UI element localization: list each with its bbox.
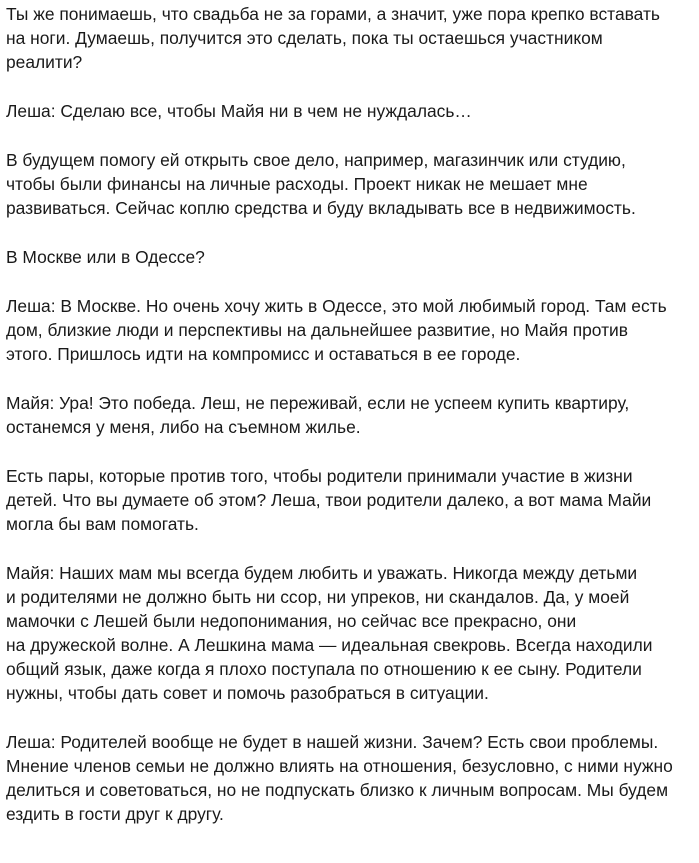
paragraph-gap — [6, 123, 699, 148]
text-line: нужны, чтобы дать совет и помочь разобраться в ситуации. — [6, 683, 489, 703]
text-line: Леша: В Москве. Но очень хочу жить в Одессе, это мой любимый город. Там есть — [6, 296, 667, 316]
text-line: Мнение членов семьи не должно влиять на отношения, безусловно, с ними нужно — [6, 756, 673, 776]
paragraph-gap — [6, 536, 699, 561]
paragraph-gap — [6, 220, 699, 245]
text-line: на дружеской волне. А Лешкина мама — идеальная свекровь. Всегда находили — [6, 635, 653, 655]
text-line: чтобы были финансы на личные расходы. Проект никак не мешает мне — [6, 174, 588, 194]
text-line: Майя: Наших мам мы всегда будем любить и уважать. Никогда между детьми — [6, 563, 638, 583]
text-line: развиваться. Сейчас коплю средства и буду вкладывать все в недвижимость. — [6, 198, 636, 218]
text-line: и родителями не должно быть ни ссор, ни упреков, ни скандалов. Да, у моей — [6, 587, 630, 607]
text-line: общий язык, даже когда я плохо поступала по отношению к ее сыну. Родители — [6, 659, 642, 679]
text-line: дом, близкие люди и перспективы на дальнейшее развитие, но Майя против — [6, 320, 628, 340]
paragraph-answer-maya-2 — [6, 561, 699, 705]
text-line: Леша: Сделаю все, чтобы Майя ни в чем не нуждалась… — [6, 101, 472, 121]
text-line: останемся у меня, либо на съемном жилье. — [6, 417, 361, 437]
text-line: В Москве или в Одессе? — [6, 247, 205, 267]
paragraph-gap — [6, 269, 699, 294]
paragraph-question-city — [6, 245, 699, 269]
text-line: реалити? — [6, 52, 83, 72]
article-body — [0, 2, 699, 863]
paragraph-answer-lesha-2 — [6, 148, 699, 220]
text-line: Майя: Ура! Это победа. Леш, не переживай, если не успеем купить квартиру, — [6, 393, 630, 413]
paragraph-question-parents — [6, 464, 699, 536]
text-line: этого. Пришлось идти на компромисс и оставаться в ее городе. — [6, 344, 521, 364]
text-line: детей. Что вы думаете об этом? Леша, твои родители далеко, а вот мама Майи — [6, 490, 652, 510]
text-line: ездить в гости друг к другу. — [6, 804, 224, 824]
text-line: Есть пары, которые против того, чтобы родители принимали участие в жизни — [6, 466, 633, 486]
text-line: делиться и советоваться, но не подпускать близко к личным вопросам. Мы будем — [6, 780, 669, 800]
text-line: могла бы вам помогать. — [6, 514, 199, 534]
paragraph-answer-lesha-1 — [6, 99, 699, 123]
paragraph-gap — [6, 366, 699, 391]
text-line: Ты же понимаешь, что свадьба не за горами, а значит, уже пора крепко вставать — [6, 4, 660, 24]
paragraph-question-wedding — [6, 2, 699, 74]
paragraph-answer-maya-1 — [6, 391, 699, 439]
paragraph-answer-lesha-4 — [6, 730, 699, 826]
paragraph-gap — [6, 705, 699, 730]
paragraph-answer-lesha-3 — [6, 294, 699, 366]
paragraph-gap — [6, 74, 699, 99]
text-line: мамочки с Лешей были недопонимания, но сейчас все прекрасно, они — [6, 611, 577, 631]
paragraph-gap — [6, 439, 699, 464]
text-line: Леша: Родителей вообще не будет в нашей жизни. Зачем? Есть свои проблемы. — [6, 732, 659, 752]
text-line: В будущем помогу ей открыть свое дело, например, магазинчик или студию, — [6, 150, 626, 170]
text-line: на ноги. Думаешь, получится это сделать, пока ты остаешься участником — [6, 28, 603, 48]
